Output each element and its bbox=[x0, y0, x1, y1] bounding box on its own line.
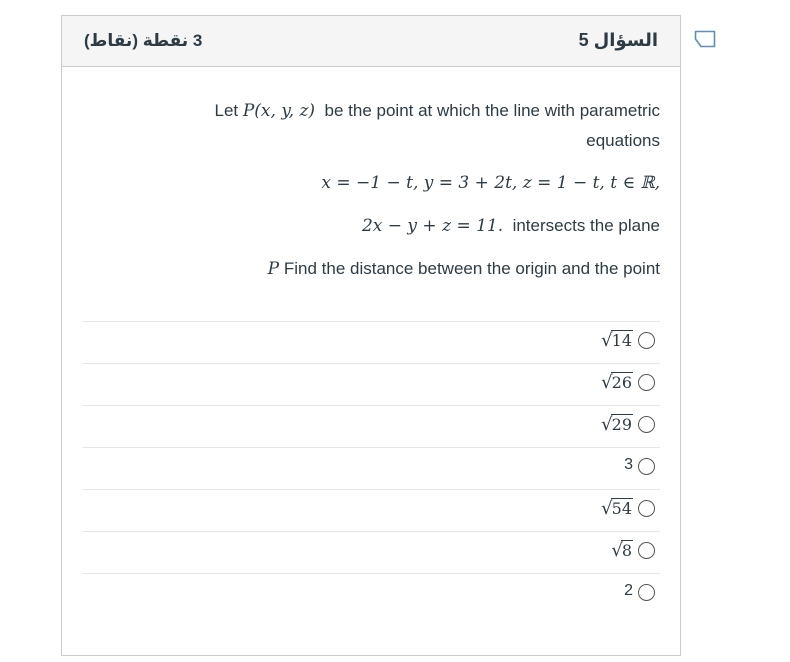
radio-button[interactable] bbox=[638, 500, 655, 517]
answer-option-4[interactable] bbox=[83, 447, 660, 489]
stem-line-1 bbox=[143, 96, 660, 155]
stem-parametric-equations: x = −1 − t, y = 3 + 2t, z = 1 − t, t ∈ ℝ, bbox=[321, 173, 660, 193]
question-title: السؤال 5 bbox=[578, 30, 658, 50]
stem-question-line bbox=[143, 254, 660, 284]
stem-equations-line bbox=[143, 168, 660, 198]
stem-point-var: P bbox=[267, 259, 280, 279]
question-stem bbox=[143, 96, 660, 297]
answer-option-3[interactable] bbox=[83, 405, 660, 447]
radio-button[interactable] bbox=[638, 416, 655, 433]
radio-button[interactable] bbox=[638, 458, 655, 475]
answer-value: 2 bbox=[624, 582, 633, 599]
answer-option-6[interactable] bbox=[83, 531, 660, 573]
radio-button[interactable] bbox=[638, 584, 655, 601]
answer-value: 3 bbox=[624, 456, 633, 473]
stem-let: Let bbox=[214, 101, 239, 120]
answer-radicand: 54 bbox=[611, 499, 632, 518]
answer-radicand: 29 bbox=[611, 415, 632, 434]
answer-radicand: 14 bbox=[611, 331, 632, 350]
bookmark-icon[interactable] bbox=[694, 30, 716, 48]
answer-value: √29 bbox=[601, 414, 632, 435]
answer-option-5[interactable] bbox=[83, 489, 660, 531]
answer-option-7[interactable] bbox=[83, 573, 660, 615]
answer-list bbox=[83, 321, 660, 615]
answer-value: √26 bbox=[601, 372, 632, 393]
question-header bbox=[62, 16, 680, 67]
stem-plane-line bbox=[143, 211, 660, 241]
answer-value: √14 bbox=[601, 330, 632, 351]
answer-radicand: 26 bbox=[611, 373, 632, 392]
radio-button[interactable] bbox=[638, 374, 655, 391]
stem-question-text: Find the distance between the origin and the point bbox=[283, 259, 660, 278]
radio-button[interactable] bbox=[638, 542, 655, 559]
stem-plane-equation: 2x − y + z = 11. bbox=[361, 216, 504, 236]
answer-value: √54 bbox=[601, 498, 632, 519]
answer-option-2[interactable] bbox=[83, 363, 660, 405]
question-points: 3 نقطة (نقاط) bbox=[84, 31, 203, 50]
answer-option-1[interactable] bbox=[83, 321, 660, 363]
stem-plane-text: intersects the plane bbox=[512, 216, 660, 235]
answer-radicand: 8 bbox=[621, 541, 632, 560]
radio-button[interactable] bbox=[638, 332, 655, 349]
answer-value: √8 bbox=[611, 540, 632, 561]
stem-point-expr: P(x, y, z) bbox=[242, 101, 316, 121]
stem-line-text: be the point at which the line with parametric equations bbox=[324, 101, 660, 150]
